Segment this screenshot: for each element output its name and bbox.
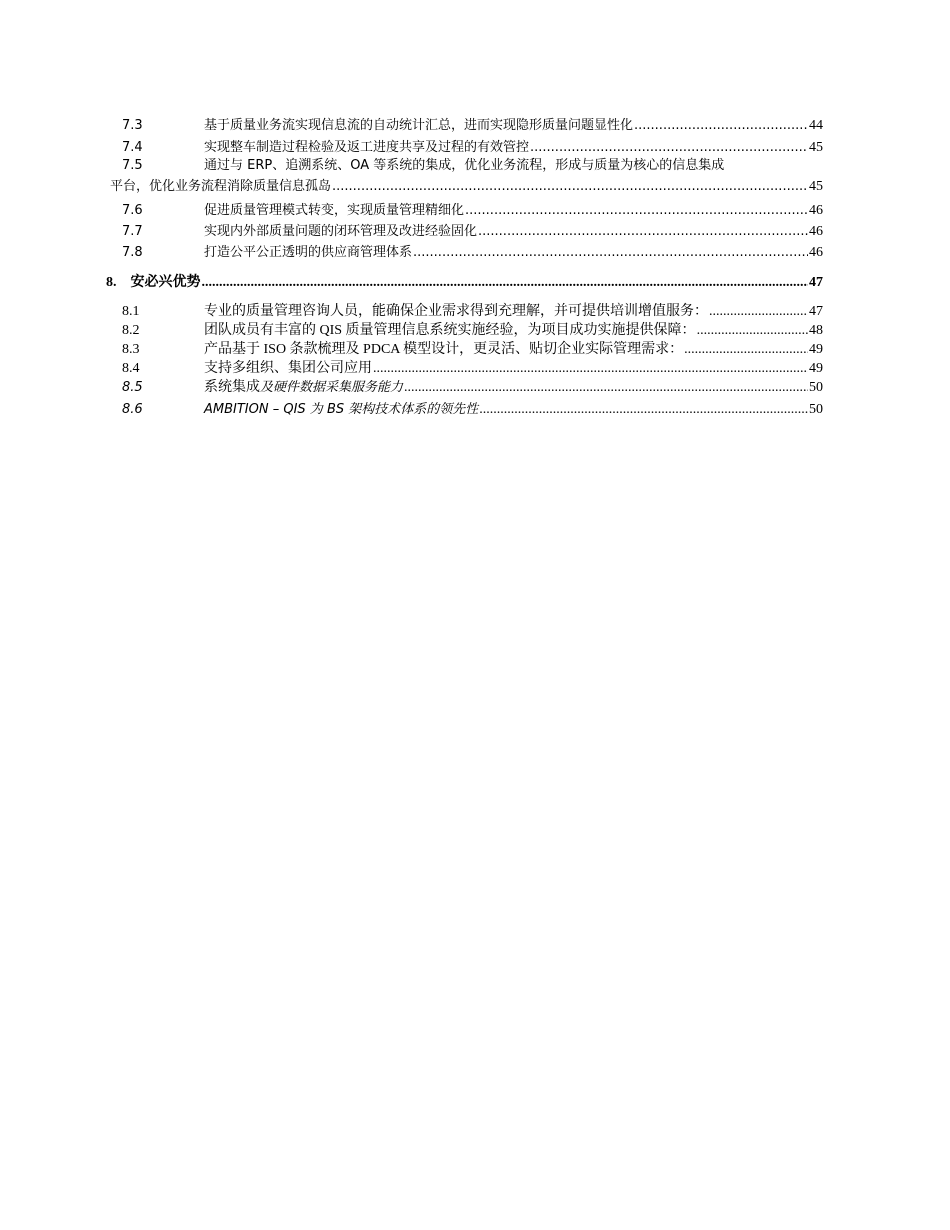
toc-title-line1: 通过与 ERP、追溯系统、OA 等系统的集成，优化业务流程，形成与质量为核心的信息集成 [204,158,725,173]
toc-title-part-b: 及硬件数据采集服务能力 [260,380,404,395]
toc-title-line2: 平台，优化业务流程消除质量信息孤岛 [110,179,332,194]
toc-page-number: 47 [809,304,823,319]
toc-entry-7-7[interactable] [122,220,823,240]
toc-title: AMBITION – QIS 为 BS 架构技术体系的领先性 [204,402,479,417]
toc-entry-7-8[interactable] [122,241,823,261]
toc-entry-8-6[interactable] [122,398,823,418]
toc-number: 8.5 [122,380,143,395]
toc-title: 团队成员有丰富的 QIS 质量管理信息系统实施经验，为项目成功实施提供保障： [204,323,696,338]
dot-leader [479,402,808,418]
toc-title: 基于质量业务流实现信息流的自动统计汇总，进而实现隐形质量问题显性化 [204,118,634,133]
dot-leader [202,275,808,291]
toc-entry-8-2[interactable] [122,319,823,339]
toc-page-number: 50 [809,402,823,417]
toc-title: 安必兴优势 [130,275,201,290]
toc-entry-7-5[interactable] [110,155,823,197]
toc-page-number: 47 [809,275,823,290]
toc-entry-8-1[interactable] [122,300,823,320]
toc-title: 实现整车制造过程检验及返工进度共享及过程的有效管控 [204,140,530,155]
dot-leader [684,342,808,358]
toc-entry-8-4[interactable] [122,357,823,377]
toc-entry-8-3[interactable] [122,338,823,358]
toc-page-number: 46 [809,245,823,260]
toc-number: 8.6 [122,402,143,417]
toc-number: 8.3 [122,342,140,357]
toc-number: 8. [106,275,117,290]
dot-leader [413,245,808,260]
toc-title-part-a: 系统集成 [204,380,260,395]
toc-page-number: 49 [809,361,823,376]
dot-leader [373,361,808,377]
toc-title: 促进质量管理模式转变，实现质量管理精细化 [204,203,465,218]
toc-entry-7-6[interactable] [122,199,823,219]
toc-number: 7.5 [122,158,143,173]
dot-leader [709,304,808,320]
toc-number: 7.8 [122,245,143,260]
toc-title: 打造公平公正透明的供应商管理体系 [204,245,413,260]
toc-page-number: 49 [809,342,823,357]
toc-number: 8.4 [122,361,140,376]
dot-leader [634,118,808,133]
toc-page-number: 50 [809,380,823,395]
toc-page-number: 46 [809,203,823,218]
toc-page-number: 48 [809,323,823,338]
toc-number: 8.1 [122,304,140,319]
toc-number: 7.7 [122,224,143,239]
toc-title: 支持多组织、集团公司应用 [204,361,372,376]
dot-leader [404,380,808,396]
toc-number: 7.6 [122,203,143,218]
toc-heading-8[interactable] [106,271,823,291]
toc-number: 7.3 [122,118,143,133]
toc-number: 8.2 [122,323,140,338]
toc-page-number: 44 [809,118,823,133]
toc-page-number: 45 [809,179,823,194]
toc-number: 7.4 [122,140,143,155]
toc-title: 产品基于 ISO 条款梳理及 PDCA 模型设计，更灵活、贴切企业实际管理需求： [204,342,684,357]
dot-leader [465,203,808,218]
toc-entry-8-5[interactable] [122,376,823,396]
dot-leader [530,140,808,155]
toc-title: 实现内外部质量问题的闭环管理及改进经验固化 [204,224,478,239]
toc-entry-7-4[interactable] [122,136,823,156]
dot-leader [478,224,808,239]
dot-leader [332,176,808,197]
toc-page-number: 45 [809,140,823,155]
toc-page-number: 46 [809,224,823,239]
dot-leader [697,323,808,339]
toc-entry-7-3[interactable] [122,114,823,134]
toc-title: 专业的质量管理咨询人员，能确保企业需求得到充理解，并可提供培训增值服务： [204,304,708,319]
